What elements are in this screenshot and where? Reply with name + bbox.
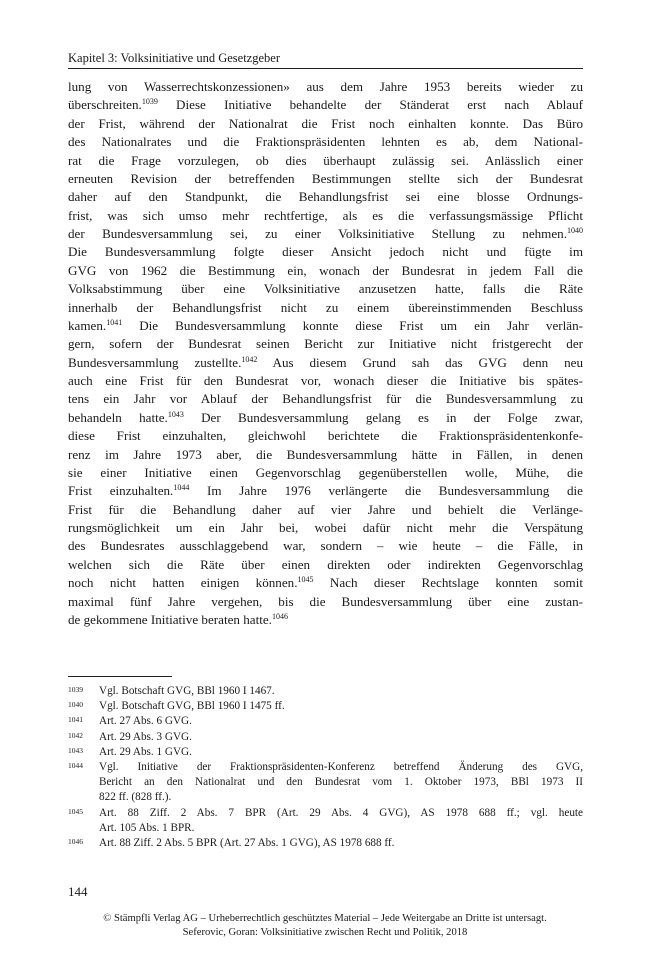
header-rule <box>68 68 583 69</box>
text-line <box>68 262 583 280</box>
footnote-separator <box>68 676 172 677</box>
footnote <box>68 836 583 851</box>
footnote-line: Art. 105 Abs. 1 BPR. <box>99 821 195 834</box>
text-segment: GVG von 1962 die Bestimmung ein, wonach der Bundesrat in jedem Fall die <box>68 262 583 278</box>
book-citation: Seferovic, Goran: Volksinitiative zwischen Recht und Politik, 2018 <box>182 927 468 938</box>
footnote <box>68 730 583 745</box>
text-segment: Im Jahre 1976 verlängerte die Bundesversammlung die <box>189 483 583 499</box>
text-segment: Die Bundesversammlung folgte dieser Ansicht jedoch nicht und fügte im <box>68 244 583 260</box>
text-line <box>68 372 583 390</box>
text-segment: noch nicht hatten einigen können. <box>68 575 298 591</box>
text-line <box>68 464 583 482</box>
text-segment: Volksabstimmung über eine Volksinitiative anzusetzen hatte, falls die Räte <box>68 281 583 297</box>
text-segment: Die Bundesversammlung konnte diese Frist um ein Jahr verlän- <box>122 317 583 333</box>
text-segment: gern, sofern der Bundesrat seinen Bericht zur Initiative nicht fristgerecht der <box>68 336 583 352</box>
text-line <box>68 299 583 317</box>
text-line <box>68 501 583 519</box>
text-line <box>68 78 583 96</box>
copyright-notice: © Stämpfli Verlag AG – Urheberrechtlich geschütztes Material – Jede Weitergabe an Dritte ist untersagt. <box>103 913 547 924</box>
footnote-reference: 1040 <box>567 226 583 235</box>
text-line <box>68 280 583 298</box>
footnote-line: Bericht an den Nationalrat und den Bundesrat vom 1. Oktober 1973, BBl 1973 II <box>99 776 583 789</box>
footnote-text <box>99 760 583 806</box>
text-segment: daher auf den Standpunkt, die Behandlungsfrist sei eine blosse Ordnungs- <box>68 189 583 205</box>
footnote-line: Art. 88 Ziff. 2 Abs. 5 BPR (Art. 27 Abs. 1 GVG), AS 1978 688 ff. <box>99 837 395 850</box>
text-segment: frist, was sich umso mehr rechtfertige, als es die verfassungsmässige Pflicht <box>68 207 583 223</box>
footnote-reference: 1043 <box>167 409 184 419</box>
text-segment: des Nationalrates und die Fraktionspräsidenten lehnten es ab, dem National- <box>68 134 583 150</box>
text-segment: renz im Jahre 1973 aber, die Bundesversammlung hätte in Fällen, in denen <box>68 446 583 462</box>
footnote-line: Art. 29 Abs. 3 GVG. <box>99 730 192 743</box>
footnote-number: 1041 <box>68 715 83 725</box>
footnote-text <box>99 806 583 836</box>
text-segment: des Bundesrates ausschlaggebend war, sondern – wie heute – die Fälle, in <box>68 538 583 554</box>
text-segment: der Bundesversammlung sei, zu einer Volksinitiative Stellung zu nehmen. <box>68 226 567 241</box>
footnote <box>68 745 583 760</box>
text-line <box>68 335 583 353</box>
footnote <box>68 760 583 806</box>
text-line <box>68 593 583 611</box>
footnote-line: Vgl. Botschaft GVG, BBl 1960 I 1475 ff. <box>99 700 285 713</box>
text-segment: Nach dieser Rechtslage konnten somit <box>313 575 583 591</box>
text-segment: Der Bundesversammlung gelang es in der Folge zwar, <box>183 409 583 425</box>
running-head: Kapitel 3: Volksinitiative und Gesetzgeber <box>68 51 280 65</box>
text-line <box>68 225 583 243</box>
page-number: 144 <box>68 884 88 899</box>
text-line <box>68 574 583 592</box>
footnote-text <box>99 699 583 714</box>
text-segment: sie einer Initiative einen Gegenvorschlag gegenüberstellen wolle, Mühe, die <box>68 464 583 480</box>
footnote-line: Vgl. Initiative der Fraktionspräsidenten-Konferenz betreffend Änderung des GVG, <box>99 761 583 774</box>
text-segment: Frist einzuhalten. <box>68 483 174 499</box>
text-line <box>68 133 583 151</box>
text-line <box>68 390 583 408</box>
footnote-number: 1040 <box>68 700 83 710</box>
text-segment: maximal fünf Jahre vergehen, bis die Bundesversammlung über eine zustan- <box>68 593 583 609</box>
footnote-number: 1045 <box>68 806 83 816</box>
footnote-number: 1046 <box>68 837 83 847</box>
footnote-text <box>99 836 583 851</box>
text-line <box>68 354 583 372</box>
text-line <box>68 537 583 555</box>
text-line <box>68 317 583 335</box>
text-line <box>68 170 583 188</box>
footnote-line: Art. 29 Abs. 1 GVG. <box>99 745 192 758</box>
text-line <box>68 96 583 114</box>
text-segment: überschreiten. <box>68 97 142 113</box>
text-line <box>68 152 583 170</box>
text-segment: diese Frist einzuhalten, gleichwohl berichtete die Fraktionspräsidentenkonfe- <box>68 428 583 444</box>
text-line <box>68 556 583 574</box>
footnote-text <box>99 730 583 745</box>
text-line <box>68 243 583 261</box>
text-segment: welchen sich die Räte über einen direkten oder indirekten Gegenvorschlag <box>68 556 583 572</box>
footnote-number: 1042 <box>68 730 83 740</box>
text-segment: behandeln hatte. <box>68 409 168 425</box>
text-line <box>68 611 583 629</box>
text-segment: kamen. <box>68 317 107 333</box>
text-segment: der Frist, während der Nationalrat die Frist noch einhalten konnte. Das Büro <box>68 115 583 131</box>
text-line <box>68 188 583 206</box>
text-line <box>68 427 583 445</box>
text-segment: Diese Initiative behandelte der Ständerat erst nach Ablauf <box>157 97 583 113</box>
footnote-number: 1043 <box>68 745 83 755</box>
footnote-text <box>99 684 583 699</box>
text-segment: Bundesversammlung zustellte. <box>68 354 242 370</box>
text-line <box>68 115 583 133</box>
text-segment: Aus diesem Grund sah das GVG denn neu <box>257 354 583 370</box>
footnote-text <box>99 745 583 760</box>
text-segment: Frist für die Behandlung daher auf vier Jahre und behielt die Verlänge- <box>68 501 583 517</box>
footnote-reference: 1044 <box>173 483 190 493</box>
text-line <box>68 519 583 537</box>
text-line <box>68 482 583 500</box>
footnote-reference: 1042 <box>241 354 258 364</box>
footnote-line: Art. 27 Abs. 6 GVG. <box>99 715 192 728</box>
text-segment: rat die Frage vorzulegen, ob dies überhaupt zulässig sei. Anlässlich einer <box>68 152 583 168</box>
footnote <box>68 806 583 836</box>
text-line <box>68 446 583 464</box>
text-line <box>68 409 583 427</box>
footnote-reference: 1046 <box>271 611 288 621</box>
footnotes <box>68 684 583 851</box>
footnote-number: 1044 <box>68 761 83 771</box>
text-segment: tens ein Jahr vor Ablauf der Behandlungsfrist für die Bundesversammlung zu <box>68 391 583 407</box>
footnote-reference: 1041 <box>106 317 123 327</box>
text-line <box>68 207 583 225</box>
text-segment: lung von Wasserrechtskonzessionen» aus dem Jahre 1953 bereits wieder zu <box>68 79 583 94</box>
text-segment: rungsmöglichkeit um ein Jahr bei, wobei dafür nicht mehr die Verspätung <box>68 520 583 535</box>
text-segment: auch eine Frist für den Bundesrat vor, wonach dieser die Initiative bis spätes- <box>68 373 583 388</box>
footnote-reference: 1045 <box>297 575 314 585</box>
footnote-line: 822 ff. (828 ff.). <box>99 791 172 804</box>
footnote-reference: 1039 <box>141 97 158 107</box>
main-text <box>68 78 583 629</box>
footnote-line: Art. 88 Ziff. 2 Abs. 7 BPR (Art. 29 Abs. 4 GVG), AS 1978 688 ff.; vgl. heute <box>99 806 583 819</box>
footnote-line: Vgl. Botschaft GVG, BBl 1960 I 1467. <box>99 685 275 697</box>
footnote <box>68 714 583 729</box>
footnote-number: 1039 <box>68 685 83 694</box>
text-segment: de gekommene Initiative beraten hatte. <box>68 611 272 627</box>
text-segment: erneuten Revision der betreffenden Bestimmungen stellte sich der Bundesrat <box>68 170 583 186</box>
footnote <box>68 684 583 699</box>
footnote <box>68 699 583 714</box>
footnote-text <box>99 714 583 729</box>
text-segment: innerhalb der Behandlungsfrist nicht zu einem übereinstimmenden Beschluss <box>68 299 583 315</box>
